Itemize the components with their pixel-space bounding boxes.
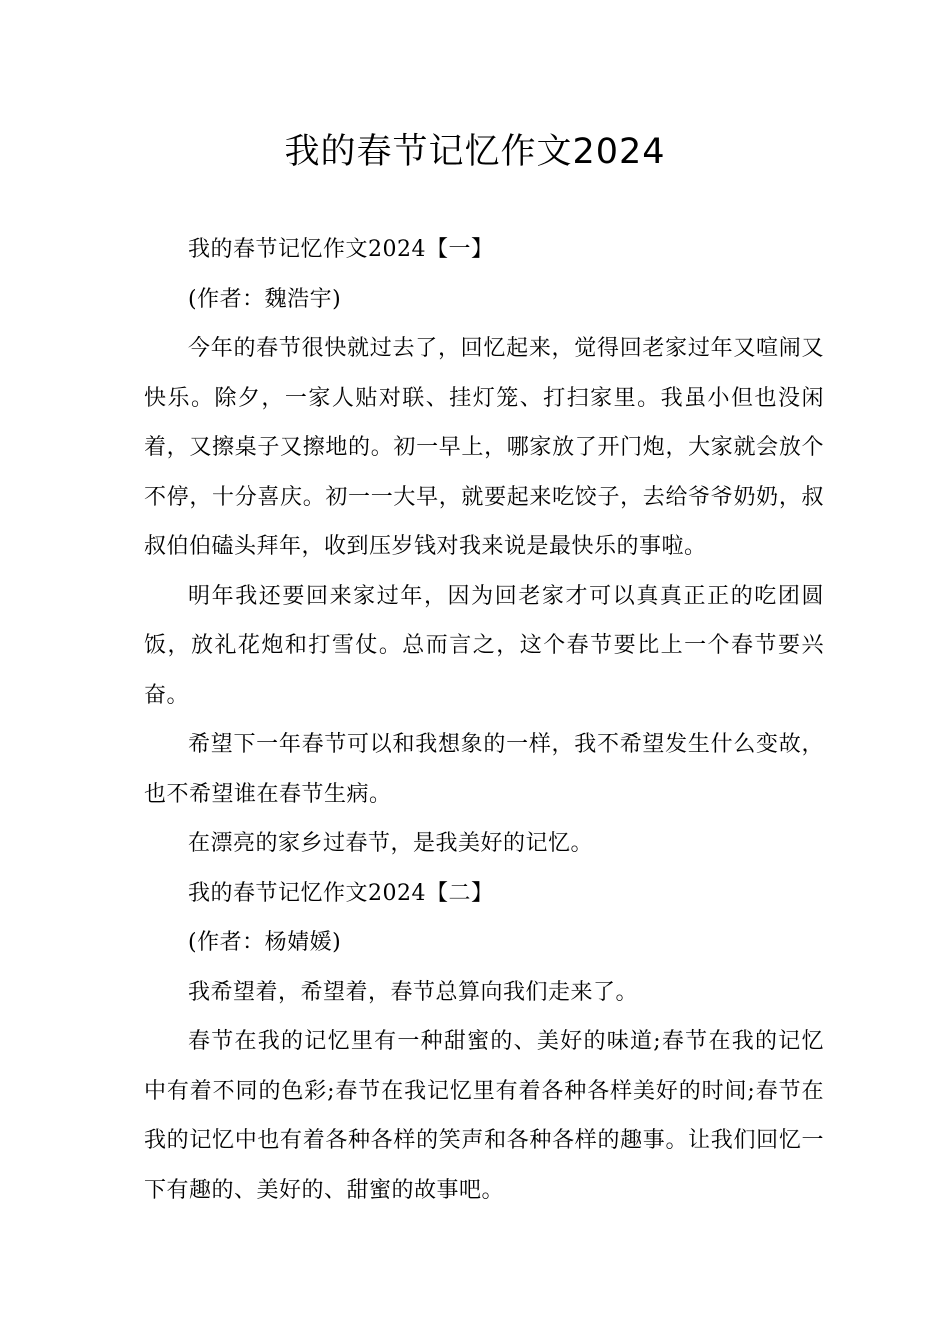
paragraph: 今年的春节很快就过去了，回忆起来，觉得回老家过年又喧闹又快乐。除夕，一家人贴对联、挂灯笼、打扫家里。我虽小但也没闲着，又擦桌子又擦地的。初一早上，哪家放了开门炮，大家就会放个不停，十分喜庆。初一一大早，就要起来吃饺子，去给爷爷奶奶，叔叔伯伯磕头拜年，收到压岁钱对我来说是最快乐的事啦。 [144,336,824,559]
paragraph: 明年我还要回来家过年，因为回老家才可以真真正正的吃团圆饭，放礼花炮和打雪仗。总而言之，这个春节要比上一个春节要兴奋。 [144,583,824,708]
document-body [144,225,824,1215]
paragraph: 在漂亮的家乡过春节，是我美好的记忆。 [188,831,594,856]
section-heading-2: 我的春节记忆作文2024【二】 [188,880,494,906]
section-heading-1: 我的春节记忆作文2024【一】 [188,237,494,262]
author-line-2: (作者：杨婧媛) [188,930,342,955]
paragraph: 我希望着，希望着，春节总算向我们走来了。 [188,979,639,1005]
paragraph: 春节在我的记忆里有一种甜蜜的、美好的味道;春节在我的记忆中有着不同的色彩;春节在我记忆里有着各种各样美好的时间;春节在我的记忆中也有着各种各样的笑声和各种各样的趣事。让我们回忆一下有趣的、美好的、甜蜜的故事吧。 [144,1029,824,1203]
paragraph: 希望下一年春节可以和我想象的一样，我不希望发生什么变故，也不希望谁在春节生病。 [144,732,824,807]
document-title: 我的春节记忆作文2024 [284,132,666,172]
author-line-1: (作者：魏浩宇) [188,286,342,312]
